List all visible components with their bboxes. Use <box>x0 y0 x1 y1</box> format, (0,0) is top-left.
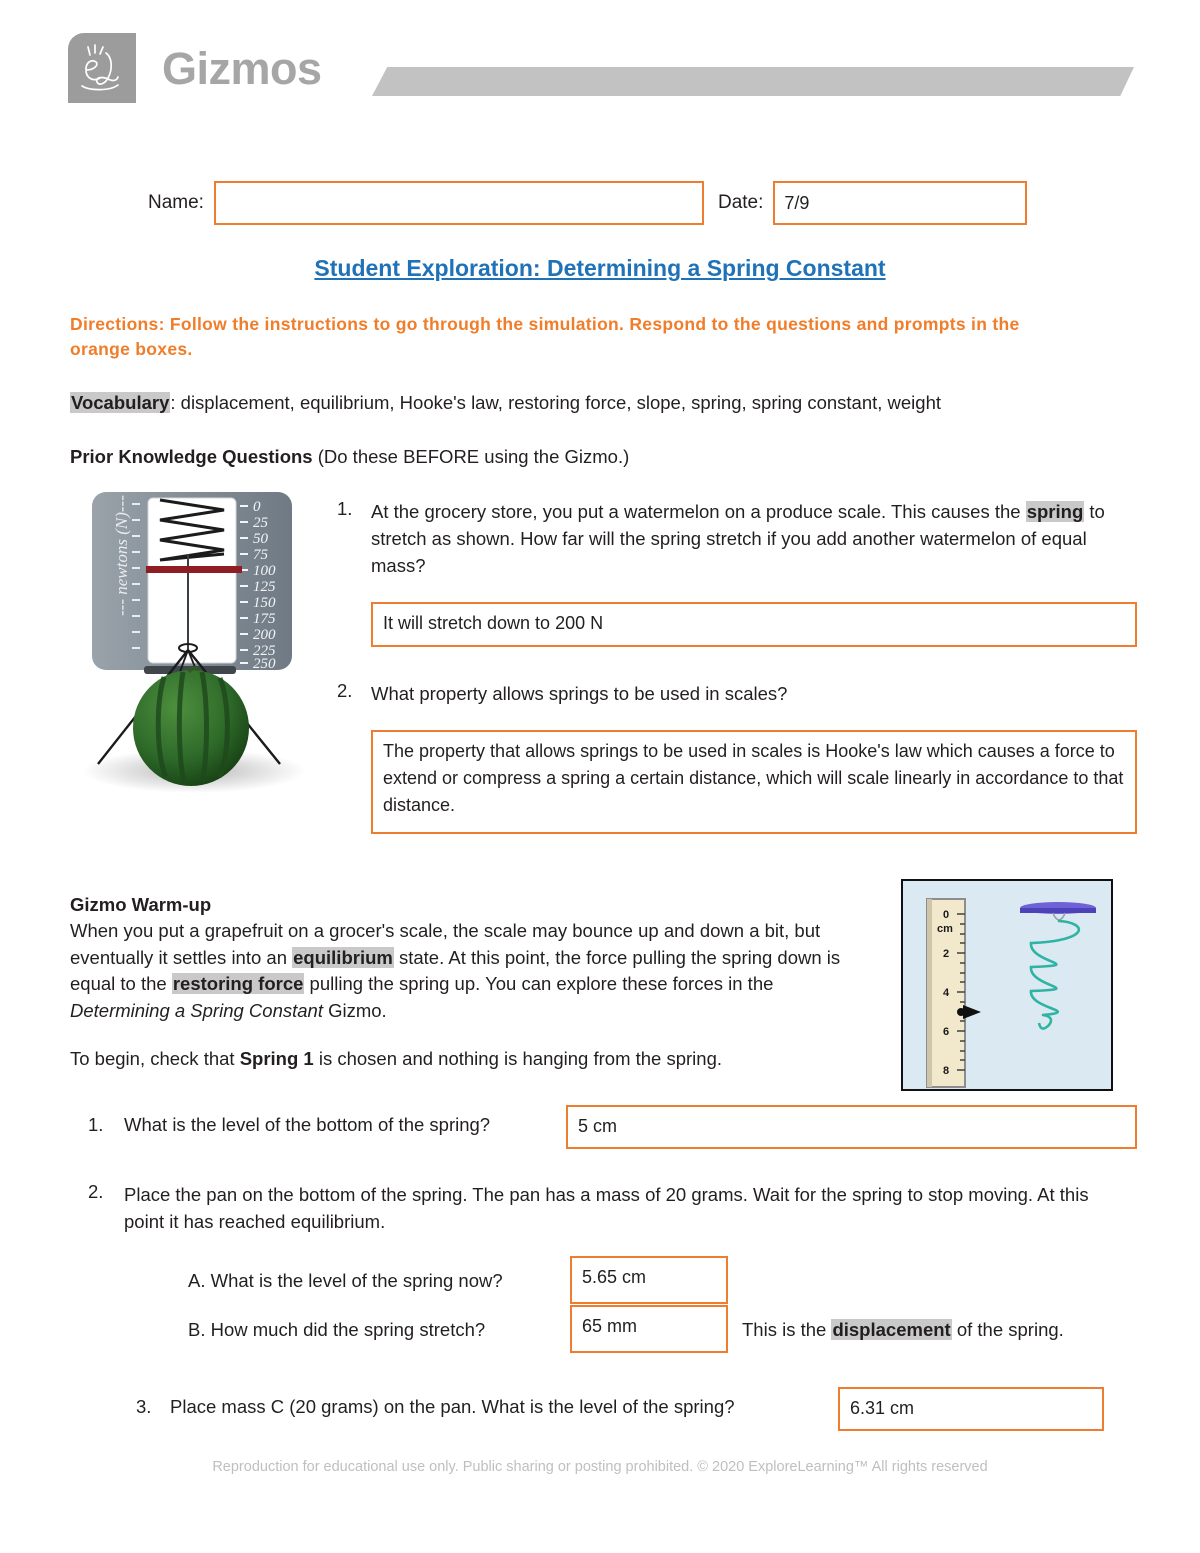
warmup-highlight-equilibrium: equilibrium <box>293 946 393 968</box>
pk-q1-part-b: to stretch as shown. How far will the spring stretch if you add another watermelon of equal mass? <box>371 501 1105 576</box>
activity-2b-label: B. How much did the spring stretch? <box>188 1319 486 1340</box>
vocabulary-line <box>70 390 1130 416</box>
activity-2-number: 2. <box>88 1181 104 1202</box>
name-label: Name: <box>148 192 204 213</box>
svg-text:50: 50 <box>253 531 268 547</box>
gizmo-warmup-heading: Gizmo Warm-up <box>70 894 212 915</box>
prior-knowledge-heading-rest: (Do these BEFORE using the Gizmo.) <box>317 446 630 467</box>
activity-2-text: Place the pan on the bottom of the spring. The pan has a mass of 20 grams. Wait for the spring to stop moving. At this point it has reached equilibrium. <box>124 1184 1089 1232</box>
activity-1-answer-box[interactable]: 5 cm <box>566 1105 1137 1149</box>
watermelon <box>133 670 249 786</box>
displacement-part-a: This is the <box>742 1319 832 1340</box>
scale-red-indicator <box>146 566 242 573</box>
svg-text:250: 250 <box>253 656 276 672</box>
to-begin-part-a: To begin, check that <box>70 1048 240 1069</box>
svg-text:200: 200 <box>253 627 276 643</box>
date-input[interactable]: 7/9 <box>773 181 1027 225</box>
svg-text:4: 4 <box>943 987 950 999</box>
svg-text:25: 25 <box>253 515 268 531</box>
pk-q1-highlight-spring: spring <box>1026 501 1084 522</box>
gizmos-logo-badge <box>68 33 136 103</box>
gizmo-warmup-paragraph <box>70 918 870 1024</box>
svg-text:100: 100 <box>253 563 276 579</box>
to-begin-spring-1: Spring 1 <box>239 1048 314 1069</box>
highlight-displacement: displacement <box>832 1319 951 1340</box>
pk-question-1-answer-box[interactable]: It will stretch down to 200 N <box>371 602 1137 647</box>
activity-1-number: 1. <box>88 1114 104 1135</box>
vocabulary-terms: displacement, equilibrium, Hooke's law, restoring force, slope, spring, spring constant, weight <box>180 392 942 413</box>
watermelon-scale-figure <box>72 488 317 803</box>
pk-question-1-text <box>371 498 1136 579</box>
pk-question-2-number: 2. <box>337 680 353 701</box>
vocabulary-label: Vocabulary <box>71 392 170 413</box>
pk-question-2-answer-box[interactable]: The property that allows springs to be used in scales is Hooke's law which causes a force to extend or compress a spring a certain distance, which will scale linearly in accordance to that distance. <box>371 730 1137 834</box>
spring-gizmo-figure <box>901 879 1113 1091</box>
svg-text:0: 0 <box>253 499 261 515</box>
support-bar <box>1020 908 1096 913</box>
svg-text:8: 8 <box>943 1065 950 1077</box>
activity-3-answer-box[interactable]: 6.31 cm <box>838 1387 1104 1431</box>
svg-text:6: 6 <box>943 1026 950 1038</box>
header-accent-bar <box>372 67 1134 96</box>
scale-window <box>148 498 236 663</box>
directions-text: Directions: Follow the instructions to go through the simulation. Respond to the questions and prompts in the orange boxes. <box>70 314 1020 359</box>
svg-text:0: 0 <box>943 909 950 921</box>
svg-text:2: 2 <box>943 948 950 960</box>
pk-question-2-text: What property allows springs to be used in scales? <box>371 683 788 704</box>
activity-3-text: Place mass C (20 grams) on the pan. What is the level of the spring? <box>170 1396 735 1417</box>
prior-knowledge-heading-bold: Prior Knowledge Questions <box>70 446 313 467</box>
svg-text:125: 125 <box>253 579 276 595</box>
warmup-part-d: Gizmo. <box>322 999 387 1021</box>
svg-text:225: 225 <box>253 643 276 659</box>
warmup-part-a: When you put a grapefruit on a grocer's scale, the scale may bounce up and down a bit, but eventually it settles into an <box>70 920 821 968</box>
warmup-part-c: pulling the spring up. You can explore these forces in the <box>304 973 774 994</box>
displacement-part-b: of the spring. <box>951 1319 1064 1340</box>
to-begin-line <box>70 1046 722 1072</box>
el-script-logo-icon <box>68 33 136 103</box>
page-header <box>0 0 1200 150</box>
activity-2b-trailing-text <box>742 1319 1064 1341</box>
warmup-part-b: state. At this point, the force pulling the spring down is equal to the <box>70 946 841 994</box>
pk-question-1-number: 1. <box>337 498 353 519</box>
activity-3-number: 3. <box>136 1396 152 1417</box>
page-footer: Reproduction for educational use only. Public sharing or posting prohibited. © 2020 ExploreLearning™ All rights reserved <box>212 1459 988 1475</box>
to-begin-part-b: is chosen and nothing is hanging from the spring. <box>313 1048 723 1069</box>
svg-text:175: 175 <box>253 611 276 627</box>
svg-text:cm: cm <box>937 923 953 935</box>
gizmos-wordmark: Gizmos <box>162 43 322 94</box>
prior-knowledge-heading <box>70 444 629 470</box>
name-date-row <box>148 181 1064 225</box>
warmup-gizmo-name: Determining a Spring Constant <box>70 999 323 1021</box>
svg-text:150: 150 <box>253 595 276 611</box>
date-label: Date: <box>717 192 764 213</box>
ruler-edge <box>927 899 932 1087</box>
activity-1-text: What is the level of the bottom of the spring? <box>124 1114 491 1135</box>
activity-2b-answer-box[interactable]: 65 mm <box>570 1305 728 1353</box>
name-input[interactable] <box>214 181 704 225</box>
activity-2a-label: A. What is the level of the spring now? <box>188 1270 503 1291</box>
activity-2a-answer-box[interactable]: 5.65 cm <box>570 1256 728 1304</box>
vocabulary-colon: : <box>170 392 176 413</box>
pk-q1-part-a: At the grocery store, you put a watermelon on a produce scale. This causes the <box>371 501 1026 522</box>
warmup-highlight-restoring-force: restoring force <box>172 973 304 994</box>
page-title: Student Exploration: Determining a Spring Constant <box>314 255 886 281</box>
scale-axis-label: --- newtons (N)--- <box>112 495 131 616</box>
svg-text:75: 75 <box>253 547 268 563</box>
